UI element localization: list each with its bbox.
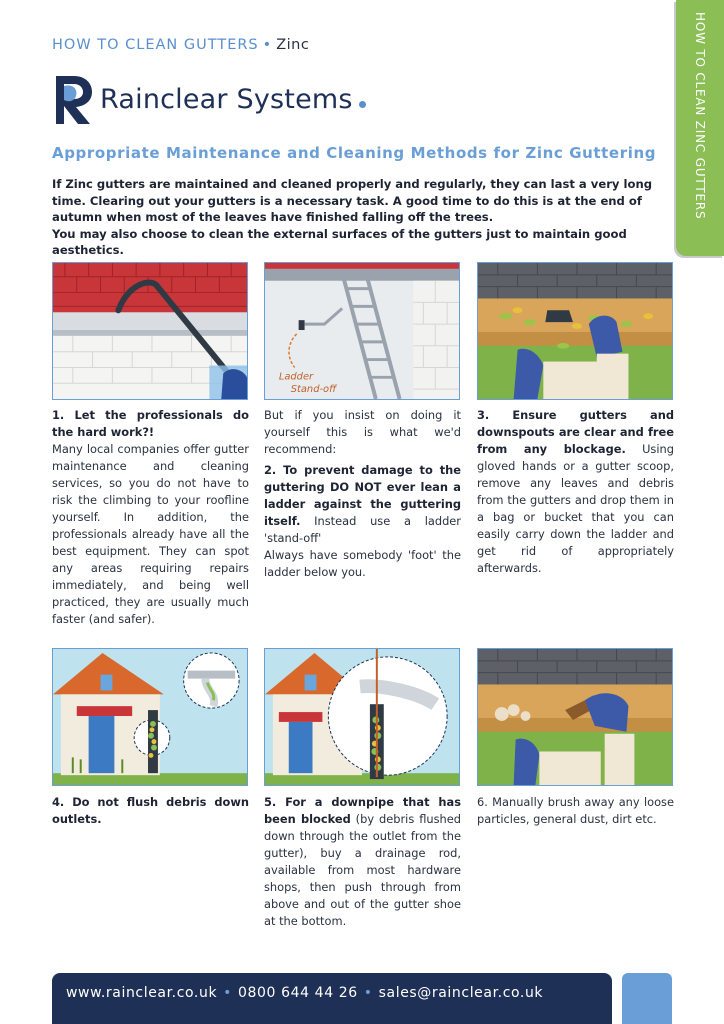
- footer-separator: •: [223, 985, 233, 1001]
- step-1-caption: [52, 407, 249, 628]
- side-tab: [676, 0, 724, 256]
- header-dot: •: [262, 37, 273, 53]
- footer-contacts: [66, 985, 543, 1001]
- footer-website-link[interactable]: www.rainclear.co.uk: [66, 985, 218, 1001]
- intro-text: [52, 176, 674, 259]
- logo-name: Rainclear Systems: [100, 83, 353, 115]
- step-4-caption: [52, 794, 249, 828]
- step-2-body: Instead use a ladder 'stand-off': [264, 514, 461, 545]
- step-2-caption: [264, 407, 461, 581]
- step-5-title: 5. For a downpipe that has been blocked: [264, 795, 461, 826]
- footer-bar: [52, 973, 612, 1024]
- illustration-no-flush: [52, 648, 248, 786]
- page-title: Appropriate Maintenance and Cleaning Methods for Zinc Guttering: [52, 144, 657, 162]
- step-5-body: (by debris flushed down through the outlet from the gutter), buy a drainage rod, available from most hardware shops, then push through from above and out of the gutter shoe at the bottom.: [264, 812, 461, 928]
- footer-accent-box: [622, 973, 672, 1024]
- logo-mark-icon: [52, 72, 96, 126]
- side-tab-label: HOW TO CLEAN ZINC GUTTERS: [693, 12, 707, 220]
- illustration-drainage-rod: [264, 648, 460, 786]
- step-4-title: 4. Do not flush debris down outlets.: [52, 795, 249, 826]
- illustration-ladder-standoff: [264, 262, 460, 400]
- footer-email-link[interactable]: sales@rainclear.co.uk: [378, 985, 544, 1001]
- step-5-caption: [264, 794, 461, 930]
- step-3-caption: [477, 407, 674, 577]
- step-1-body: Many local companies offer gutter maintenance and cleaning services, so you do not have to risk the climbing to your roofline yourself. In addition, the professionals already have all the best equipment. They can spot any areas requiring repairs immediately, and being well practiced, they are usually much faster (and safer).: [52, 442, 249, 626]
- footer-phone[interactable]: 0800 644 44 26: [238, 985, 358, 1001]
- illustration-clear-gutters: [477, 262, 673, 400]
- intro-paragraph-2: You may also choose to clean the external surfaces of the gutters just to maintain good aesthetics.: [52, 226, 627, 257]
- step-3-title: 3. Ensure gutters and downspouts are clear and free from any blockage.: [477, 408, 674, 456]
- step-2-title: 2. To prevent damage to the guttering DO NOT ever lean a ladder against the guttering itself.: [264, 463, 461, 528]
- illustration-professionals: [52, 262, 248, 400]
- step-3-body: Using gloved hands or a gutter scoop, remove any leaves and debris from the gutters and drop them in a bag or bucket that you can easily carry down the ladder and get rid of appropriately afterwards.: [477, 442, 674, 575]
- footer-separator: •: [363, 985, 373, 1001]
- logo-dot: [359, 101, 366, 108]
- step-2-extra: Always have somebody 'foot' the ladder below you.: [264, 548, 461, 579]
- step-1-title: 1. Let the professionals do the hard work?!: [52, 408, 249, 439]
- illustration-brush-dust: [477, 648, 673, 786]
- step-2-lead: But if you insist on doing it yourself this is what we'd recommend:: [264, 408, 461, 456]
- header-material: Zinc: [276, 37, 310, 53]
- ladder-label-2: Stand-off: [290, 384, 337, 396]
- header-section: HOW TO CLEAN GUTTERS: [52, 37, 259, 53]
- intro-paragraph-1: If Zinc gutters are maintained and cleaned properly and regularly, they can last a very long time. Clearing out your gutters is a necessary task. A good time to do this is at the end of autumn when most of the leaves have finished falling off the trees.: [52, 177, 653, 224]
- page-header: [52, 37, 309, 53]
- step-6-body: 6. Manually brush away any loose particles, general dust, dirt etc.: [477, 795, 674, 826]
- step-6-caption: [477, 794, 674, 828]
- logo: [52, 72, 366, 126]
- ladder-label-1: Ladder: [278, 371, 314, 383]
